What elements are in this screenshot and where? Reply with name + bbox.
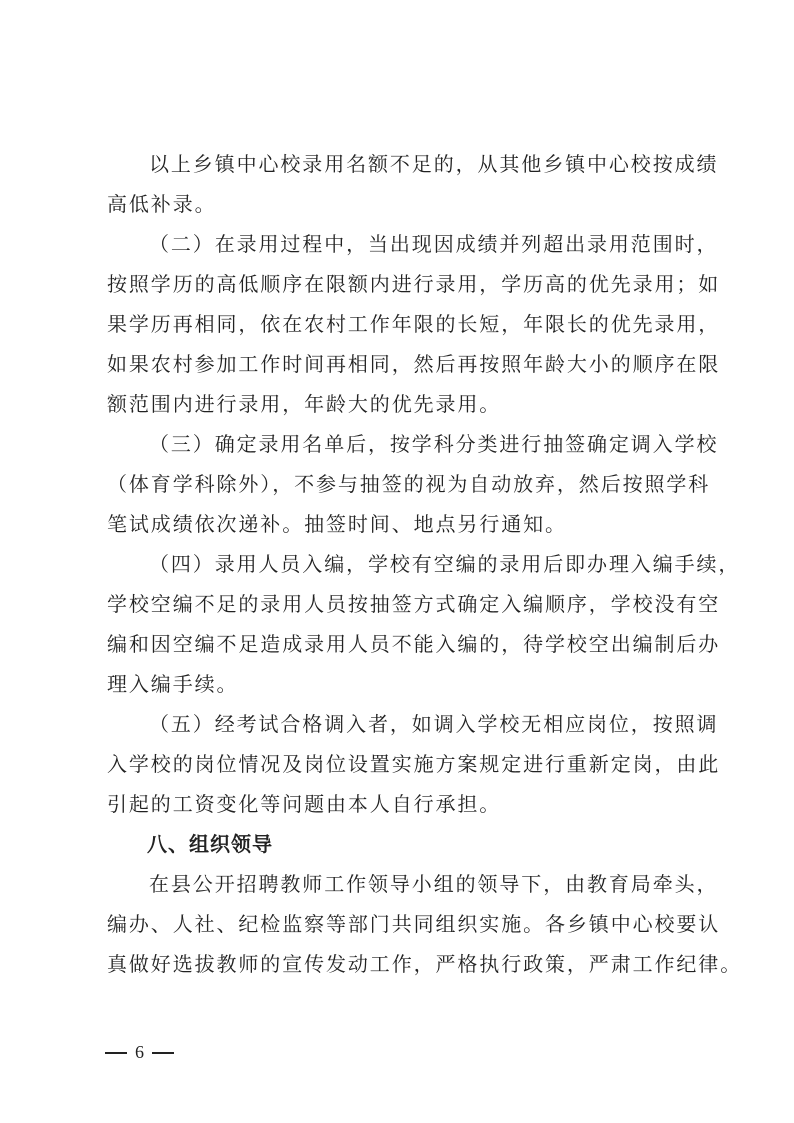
text-line: 编和因空编不足造成录用人员不能入编的，待学校空出编制后办 bbox=[107, 632, 721, 656]
text-line: 高低补录。 bbox=[107, 192, 217, 216]
text-line: 笔试成绩依次递补。抽签时间、地点另行通知。 bbox=[107, 512, 567, 536]
text-line: 真做好选拔教师的宣传发动工作，严格执行政策，严肃工作纪律。 bbox=[107, 952, 743, 976]
text-line: 编办、人社、纪检监察等部门共同组织实施。各乡镇中心校要认 bbox=[107, 912, 721, 936]
text-line: （四）录用人员入编，学校有空编的录用后即办理入编手续， bbox=[149, 552, 741, 576]
paragraph-item-3 bbox=[107, 424, 719, 544]
text-line: 按照学历的高低顺序在限额内进行录用，学历高的优先录用；如 bbox=[107, 272, 721, 296]
page-footer bbox=[105, 1042, 174, 1063]
paragraph-item-2 bbox=[107, 224, 721, 424]
footer-dash-right bbox=[152, 1052, 174, 1054]
text-line: 以上乡镇中心校录用名额不足的，从其他乡镇中心校按成绩 bbox=[149, 152, 719, 176]
paragraph-organization bbox=[107, 864, 743, 984]
text-line: （二）在录用过程中，当出现因成绩并列超出录用范围时， bbox=[149, 232, 719, 256]
page-number: 6 bbox=[135, 1042, 144, 1062]
document-body bbox=[107, 144, 743, 984]
text-line: （体育学科除外），不参与抽签的视为自动放弃，然后按照学科 bbox=[107, 472, 711, 496]
text-line: （三）确定录用名单后，按学科分类进行抽签确定调入学校 bbox=[149, 432, 719, 456]
text-line: 额范围内进行录用，年龄大的优先录用。 bbox=[107, 392, 502, 416]
paragraph-item-4 bbox=[107, 544, 741, 704]
paragraph-supplementary-admission bbox=[107, 144, 719, 224]
paragraph-item-5 bbox=[107, 704, 721, 824]
section-heading-organization: 八、组织领导 bbox=[147, 832, 273, 856]
text-line: 果学历再相同，依在农村工作年限的长短，年限长的优先录用， bbox=[107, 312, 721, 336]
text-line: 在县公开招聘教师工作领导小组的领导下，由教育局牵头， bbox=[149, 872, 719, 896]
text-line: 引起的工资变化等问题由本人自行承担。 bbox=[107, 792, 502, 816]
text-line: （五）经考试合格调入者，如调入学校无相应岗位，按照调 bbox=[149, 712, 719, 736]
text-line: 如果农村参加工作时间再相同，然后再按照年龄大小的顺序在限 bbox=[107, 352, 721, 376]
text-line: 理入编手续。 bbox=[107, 672, 239, 696]
text-line: 学校空编不足的录用人员按抽签方式确定入编顺序，学校没有空 bbox=[107, 592, 721, 616]
footer-dash-left bbox=[105, 1052, 127, 1054]
text-line: 入学校的岗位情况及岗位设置实施方案规定进行重新定岗，由此 bbox=[107, 752, 721, 776]
